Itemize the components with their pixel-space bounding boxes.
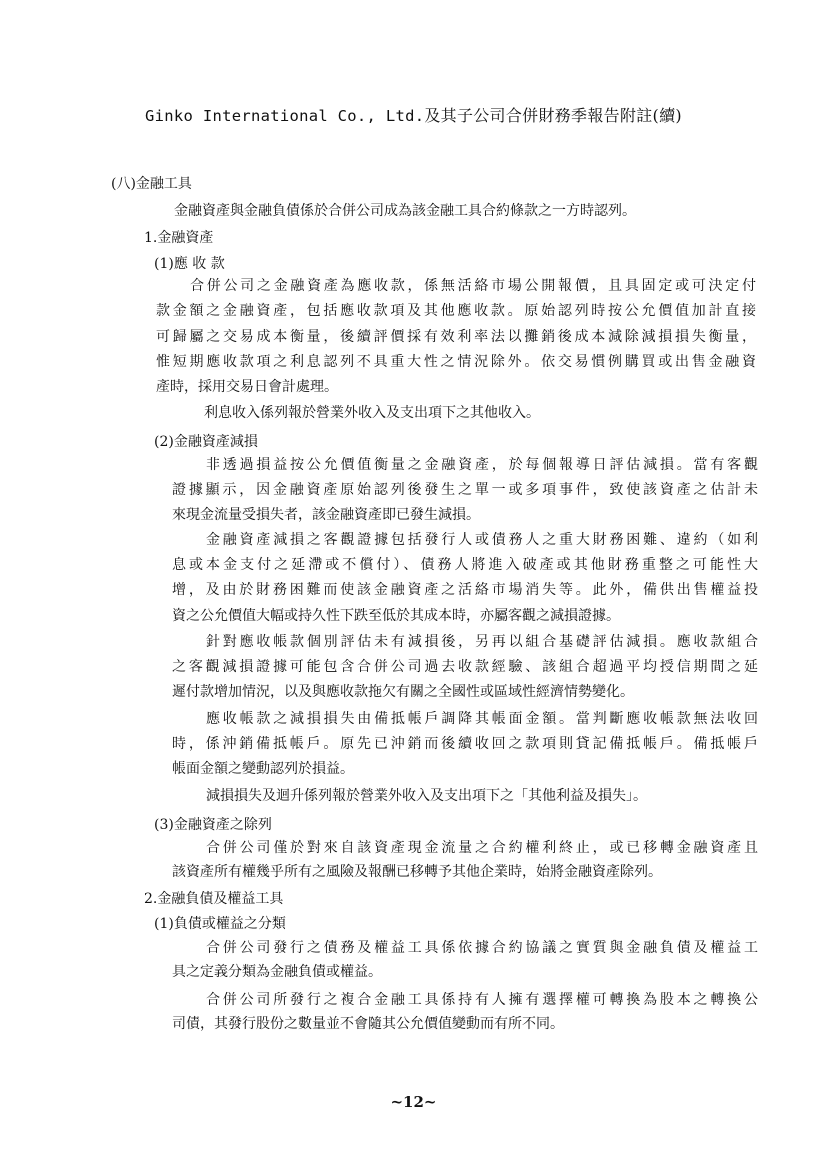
sub2-p2-line: 息或本金支付之延滯或不償付）、債務人將進入破產或其他財務重整之可能性大 — [172, 557, 758, 573]
sub1-p1-line: 款金額之金融資產，包括應收款項及其他應收款。原始認列時按公允價值加計直接 — [156, 303, 756, 319]
sub1-p1-line: 可歸屬之交易成本衡量，後續評價採有效利率法以攤銷後成本減除減損損失衡量， — [156, 329, 756, 345]
sub3-heading: (3)金融資產之除列 — [154, 817, 272, 833]
section-heading: (八)金融工具 — [111, 176, 192, 192]
part1-heading: 1.金融資產 — [144, 230, 214, 246]
sub2-p2-line: 增，及由於財務困難而使該金融資產之活絡市場消失等。此外，備供出售權益投 — [172, 582, 758, 598]
sub2-p4-line: 時，係沖銷備抵帳戶。原先已沖銷而後續收回之款項則貸記備抵帳戶。備抵帳戶 — [172, 736, 758, 752]
page-number: ~12~ — [390, 1093, 437, 1111]
sub2-p4-line: 應收帳款之減損損失由備抵帳戶調降其帳面金額。當判斷應收帳款無法收回 — [206, 711, 758, 727]
page-title-company: Ginko International Co., Ltd. — [145, 107, 425, 125]
sub2-heading: (2)金融資產減損 — [154, 434, 258, 450]
page-title-suffix: 及其子公司合併財務季報告附註(續) — [424, 106, 682, 125]
part2-p2-line: 司債，其發行股份之數量並不會隨其公允價值變動而有所不同。 — [172, 1016, 564, 1032]
part2-p1-line: 具之定義分類為金融負債或權益。 — [172, 964, 382, 980]
sub1-p2: 利息收入係列報於營業外收入及支出項下之其他收入。 — [204, 405, 540, 421]
sub1-p1-line: 產時，採用交易日會計處理。 — [156, 379, 338, 395]
section-intro: 金融資產與金融負債係於合併公司成為該金融工具合約條款之一方時認列。 — [174, 203, 636, 219]
part2-p2-line: 合併公司所發行之複合金融工具係持有人擁有選擇權可轉換為股本之轉換公 — [206, 992, 758, 1008]
part2-sub1-heading: (1)負債或權益之分類 — [154, 916, 286, 932]
sub2-p3-line: 針對應收帳款個別評估未有減損後，另再以組合基礎評估減損。應收款組合 — [206, 634, 758, 650]
sub3-p1-line: 該資產所有權幾乎所有之風險及報酬已移轉予其他企業時，始將金融資產除列。 — [172, 864, 662, 880]
sub1-p1-line: 合併公司之金融資產為應收款，係無活絡市場公開報價，且具固定或可決定付 — [190, 278, 756, 294]
sub2-p1-line: 證據顯示，因金融資產原始認列後發生之單一或多項事件，致使該資產之估計未 — [172, 482, 758, 498]
page-title — [0, 103, 827, 126]
part2-heading: 2.金融負債及權益工具 — [144, 891, 284, 907]
part2-p1-line: 合併公司發行之債務及權益工具係依據合約協議之實質與金融負債及權益工 — [206, 940, 758, 956]
sub2-p4-line: 帳面金額之變動認列於損益。 — [172, 761, 354, 777]
sub2-p5: 減損損失及迴升係列報於營業外收入及支出項下之「其他利益及損失」。 — [206, 788, 647, 804]
sub2-p2-line: 金融資產減損之客觀證據包括發行人或債務人之重大財務困難、違約（如利 — [206, 532, 758, 548]
sub3-p1-line: 合併公司僅於對來自該資產現金流量之合約權利終止，或已移轉金融資產且 — [206, 840, 758, 856]
sub1-p1-line: 惟短期應收款項之利息認列不具重大性之情況除外。依交易慣例購買或出售金融資 — [156, 354, 756, 370]
sub2-p1-line: 來現金流量受損失者，該金融資產即已發生減損。 — [172, 507, 480, 523]
sub2-p3-line: 遲付款增加情況，以及與應收款拖欠有關之全國性或區域性經濟情勢變化。 — [172, 684, 634, 700]
sub2-p1-line: 非透過損益按公允價值衡量之金融資產，於每個報導日評估減損。當有客觀 — [206, 457, 758, 473]
sub2-p2-line: 資之公允價值大幅或持久性下跌至低於其成本時，亦屬客觀之減損證據。 — [172, 608, 620, 624]
sub1-heading: (1)應 收 款 — [154, 256, 225, 272]
sub2-p3-line: 之客觀減損證據可能包含合併公司過去收款經驗、該組合超過平均授信期間之延 — [172, 659, 758, 675]
